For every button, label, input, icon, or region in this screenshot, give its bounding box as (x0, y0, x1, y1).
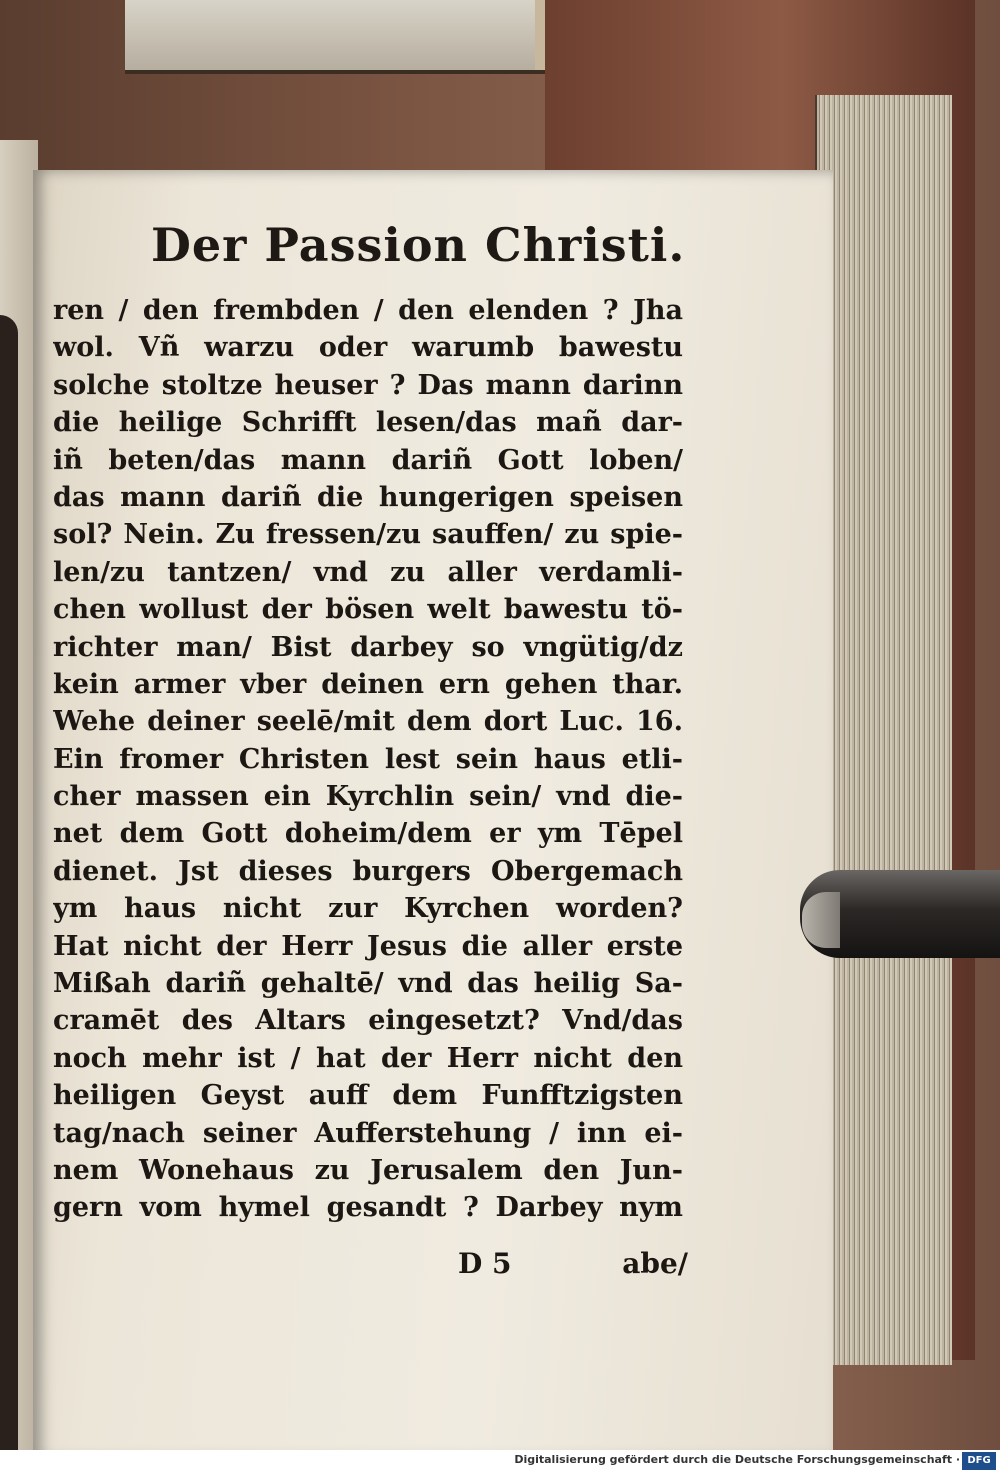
text-line: dienet. Jst dieses burgers Obergemach (53, 855, 683, 887)
text-line: solche stoltze heuser ? Das mann darinn (53, 369, 683, 401)
text-line: ym haus nicht zur Kyrchen worden? (53, 893, 683, 925)
text-line: wol. Vñ warzu oder warumb bawestu (53, 332, 683, 364)
funding-credit: Digitalisierung gefördert durch die Deutsche Forschungsgemeinschaft · (514, 1453, 960, 1466)
text-line: die heilige Schrifft lesen/das mañ dar- (53, 407, 683, 439)
running-title: Der Passion Christi. (151, 218, 686, 272)
text-line: nem Wonehaus zu Jerusalem den Jun- (53, 1154, 683, 1186)
text-line: len/zu tantzen/ vnd zu aller verdamli- (53, 556, 683, 588)
text-line: gern vom hymel gesandt ? Darbey nym (53, 1192, 683, 1224)
text-line: richter man/ Bist darbey so vngütig/dz (53, 631, 683, 663)
text-line: kein armer vber deinen ern gehen thar. (53, 668, 683, 700)
signature-line (458, 1247, 688, 1287)
text-line: heiligen Geyst auff dem Funfftzigsten (53, 1080, 683, 1112)
text-line: tag/nach seiner Aufferstehung / inn ei- (53, 1117, 683, 1149)
book-page (33, 170, 833, 1460)
text-line: noch mehr ist / hat der Herr nicht den (53, 1042, 683, 1074)
page-stack-edges (815, 95, 952, 1365)
text-line: chen wollust der bösen welt bawestu tö- (53, 594, 683, 626)
footer-bar (0, 1450, 1000, 1471)
text-line: Ein fromer Christen lest sein haus etli- (53, 743, 683, 775)
text-line: Hat nicht der Herr Jesus die aller erste (53, 930, 683, 962)
text-line: das mann dariñ die hungerigen speisen (53, 481, 683, 513)
text-line: cher massen ein Kyrchlin sein/ vnd die- (53, 781, 683, 813)
text-line: net dem Gott doheim/dem er ym Tēpel (53, 818, 683, 850)
catchword: abe/ (622, 1247, 688, 1280)
dfg-logo: DFG (962, 1452, 996, 1470)
text-line: Mißah dariñ gehaltē/ vnd das heilig Sa- (53, 968, 683, 1000)
book-clamp-tab (802, 892, 840, 948)
page-text-block (53, 292, 683, 1227)
text-line: Wehe deiner seelē/mit dem dort Luc. 16. (53, 706, 683, 738)
text-line: sol? Nein. Zu fressen/zu sauffen/ zu spie- (53, 519, 683, 551)
text-line: cramēt des Altars eingesetzt? Vnd/das (53, 1005, 683, 1037)
text-line: iñ beten/das mann dariñ Gott loben/ (53, 444, 683, 476)
text-line: ren / den frembden / den elenden ? Jha (53, 295, 683, 326)
signature-mark: D 5 (458, 1247, 512, 1280)
spine-curl (0, 315, 18, 1460)
